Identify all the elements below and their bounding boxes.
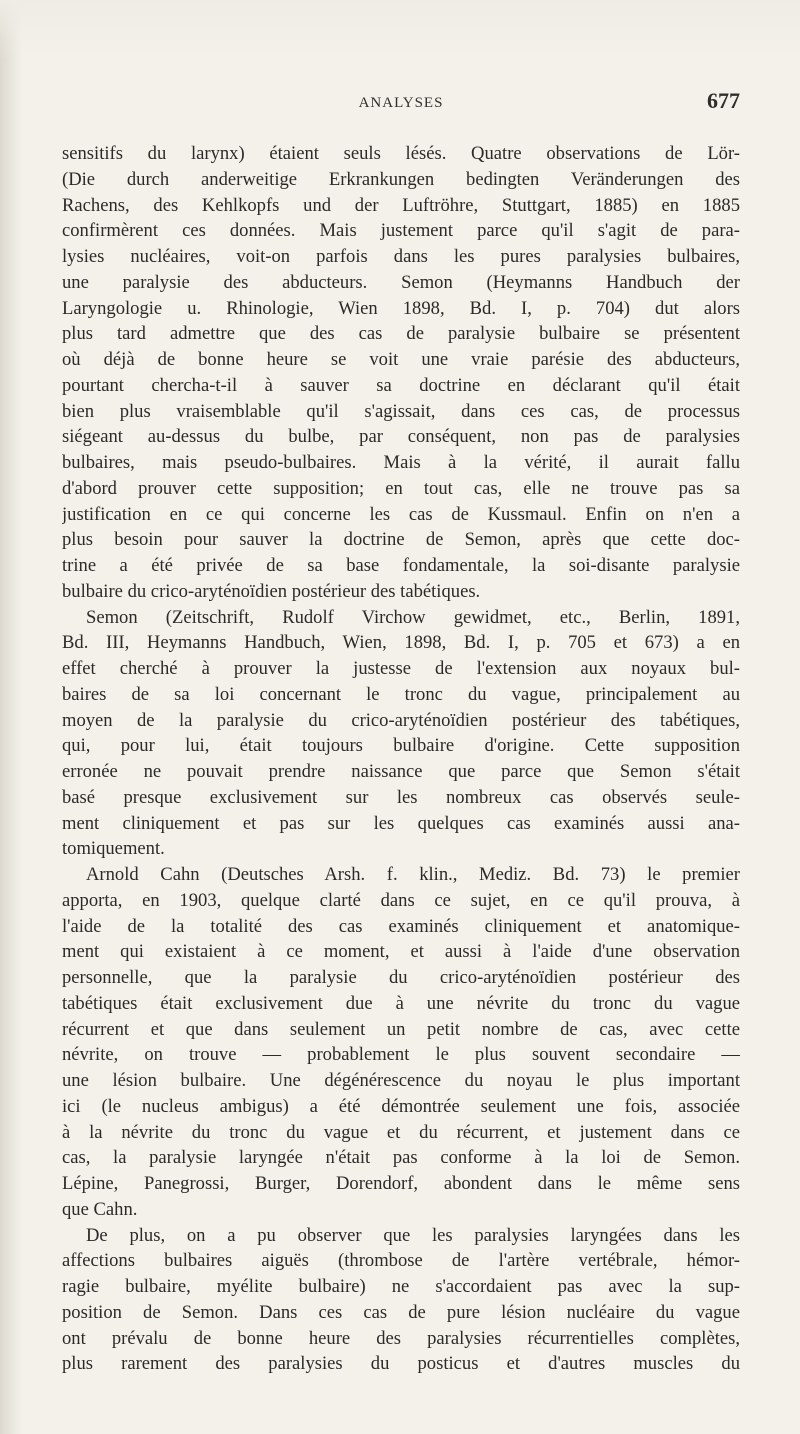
text-line: l'aide de la totalité des cas examinés cliniquement et anatomique-	[62, 915, 740, 937]
text-line: ici (le nucleus ambigus) a été démontrée seulement une fois, associée	[62, 1095, 740, 1117]
text-line: névrite, on trouve — probablement le plus souvent secondaire —	[62, 1044, 740, 1066]
text-line: pourtant chercha-t-il à sauver sa doctrine en déclarant qu'il était	[62, 374, 740, 396]
text-line: personnelle, que la paralysie du crico-aryténoïdien postérieur des	[62, 967, 740, 988]
text-line: une lésion bulbaire. Une dégénérescence du noyau le plus important	[62, 1070, 740, 1091]
page-header	[62, 88, 740, 118]
text-line: erronée ne pouvait prendre naissance que parce que Semon s'était	[62, 761, 740, 782]
text-line: qui, pour lui, était toujours bulbaire d'origine. Cette supposition	[62, 735, 740, 757]
text-line: bien plus vraisemblable qu'il s'agissait, dans ces cas, de processus	[62, 400, 740, 422]
text-line: plus besoin pour sauver la doctrine de Semon, après que cette doc-	[62, 529, 740, 551]
text-line: basé presque exclusivement sur les nombreux cas observés seule-	[62, 786, 740, 808]
text-line: tabétiques était exclusivement due à une névrite du tronc du vague	[62, 992, 740, 1014]
scan-top-shade	[0, 0, 800, 60]
text-line: bulbaires, mais pseudo-bulbaires. Mais à la vérité, il aurait fallu	[62, 452, 740, 473]
text-line: ragie bulbaire, myélite bulbaire) ne s'accordaient pas avec la sup-	[62, 1276, 740, 1297]
text-line: moyen de la paralysie du crico-aryténoïdien postérieur des tabétiques,	[62, 709, 740, 731]
text-line: plus tard admettre que des cas de paralysie bulbaire se présentent	[62, 323, 740, 345]
page-number: 677	[707, 88, 740, 113]
text-line: une paralysie des abducteurs. Semon (Heymanns Handbuch der	[62, 271, 740, 293]
text-line: Laryngologie u. Rhinologie, Wien 1898, Bd. I, p. 704) dut alors	[62, 297, 740, 319]
text-line: De plus, on a pu observer que les paralysies laryngées dans les	[86, 1224, 740, 1246]
text-line: confirmèrent ces données. Mais justement parce qu'il s'agit de para-	[62, 220, 740, 242]
text-line: Bd. III, Heymanns Handbuch, Wien, 1898, Bd. I, p. 705 et 673) a en	[62, 632, 740, 654]
text-line: trine a été privée de sa base fondamentale, la soi-disante paralysie	[62, 555, 740, 576]
text-line: sensitifs du larynx) étaient seuls lésés. Quatre observations de Lör-	[62, 143, 740, 164]
text-line: bulbaire du crico-aryténoïdien postérieur des tabétiques.	[62, 580, 481, 602]
text-line: (Die durch anderweitige Erkrankungen bedingten Veränderungen des	[62, 168, 740, 190]
scan-page-edge	[0, 0, 22, 1434]
body-text	[62, 141, 740, 1377]
text-line: Arnold Cahn (Deutsches Arsh. f. klin., Mediz. Bd. 73) le premier	[86, 864, 740, 885]
text-line: tomiquement.	[62, 838, 165, 860]
running-head: ANALYSES	[358, 95, 444, 111]
text-line: siégeant au-dessus du bulbe, par conséquent, non pas de paralysies	[62, 426, 740, 448]
text-line: lysies nucléaires, voit-on parfois dans les pures paralysies bulbaires,	[62, 246, 740, 267]
text-line: baires de sa loi concernant le tronc du vague, principalement au	[62, 683, 740, 705]
text-line: à la névrite du tronc du vague et du récurrent, et justement dans ce	[62, 1121, 740, 1143]
text-line: cas, la paralysie laryngée n'était pas conforme à la loi de Semon.	[62, 1147, 740, 1169]
text-line: d'abord prouver cette supposition; en tout cas, elle ne trouve pas sa	[62, 477, 740, 499]
text-line: position de Semon. Dans ces cas de pure lésion nucléaire du vague	[62, 1301, 740, 1323]
text-line: Semon (Zeitschrift, Rudolf Virchow gewidmet, etc., Berlin, 1891,	[86, 606, 740, 628]
text-line: ont prévalu de bonne heure des paralysies récurrentielles complètes,	[62, 1327, 740, 1349]
text-line: effet cherché à prouver la justesse de l'extension aux noyaux bul-	[62, 658, 740, 679]
text-line: récurrent et que dans seulement un petit nombre de cas, avec cette	[62, 1018, 740, 1040]
text-line: apporta, en 1903, quelque clarté dans ce sujet, en ce qu'il prouva, à	[62, 889, 740, 911]
text-line: affections bulbaires aiguës (thrombose de l'artère vertébrale, hémor-	[62, 1250, 740, 1272]
text-line: où déjà de bonne heure se voit une vraie parésie des abducteurs,	[62, 349, 740, 370]
text-line: ment cliniquement et pas sur les quelques cas examinés aussi ana-	[62, 812, 740, 834]
text-line: justification en ce qui concerne les cas de Kussmaul. Enfin on n'en a	[62, 503, 740, 525]
text-line: plus rarement des paralysies du posticus et d'autres muscles du	[62, 1353, 740, 1375]
text-line: ment qui existaient à ce moment, et aussi à l'aide d'une observation	[62, 941, 740, 963]
text-line: Lépine, Panegrossi, Burger, Dorendorf, abondent dans le même sens	[62, 1173, 740, 1194]
text-line: que Cahn.	[62, 1198, 138, 1220]
text-line: Rachens, des Kehlkopfs und der Luftröhre, Stuttgart, 1885) en 1885	[62, 194, 740, 216]
